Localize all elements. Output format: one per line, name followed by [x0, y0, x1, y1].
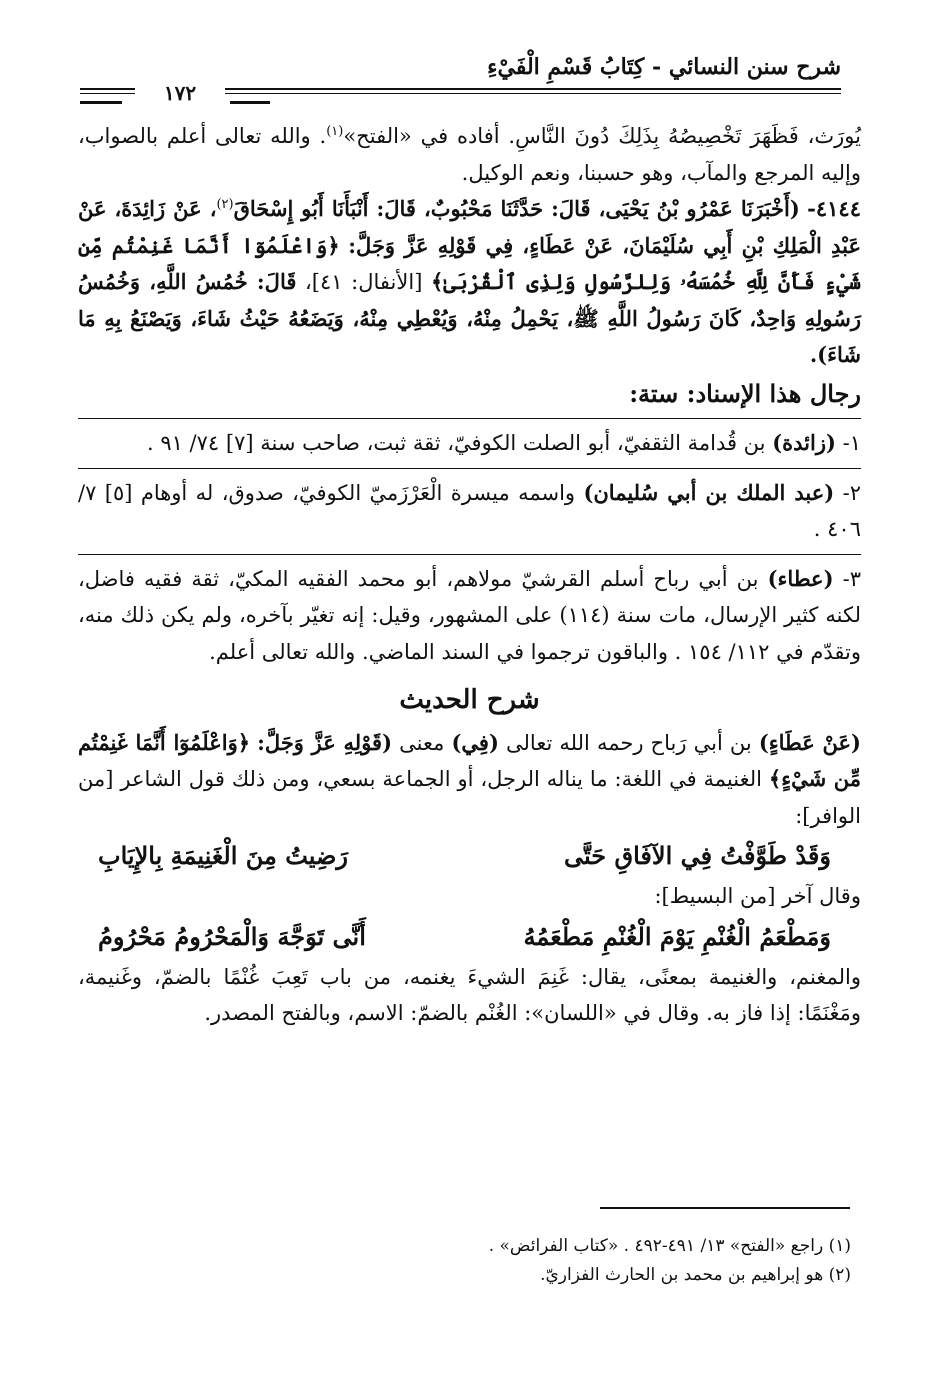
footnotes — [90, 1232, 851, 1290]
footnote — [90, 1232, 851, 1261]
narrator-name: (زائدة) — [772, 430, 836, 455]
narrator-entry — [78, 475, 861, 548]
hadith-isnad-continued: ، عَنْ زَائِدَةَ، عَنْ عَبْدِ الْمَلِكِ بْنِ أَبِي سُلَيْمَانَ، عَنْ عَطَاءٍ، فِي قَوْلِهِ عَزَّ وَجَلَّ: — [78, 196, 861, 258]
sharh-heading: شرح الحديث — [399, 685, 540, 715]
sharh-quote: (قَوْلِهِ عَزَّ وَجَلَّ: — [257, 729, 393, 755]
hadith-matn: قَالَ: خُمُسُ اللَّهِ، وَخُمُسُ رَسُولِهِ وَاحِدٌ، كَانَ رَسُولُ اللَّهِ ﷺ، يَحْمِلُ مِنْهُ، وَيُعْطِي مِنْهُ، وَيَضَعُهُ حَيْثُ شَاءَ، وَيَصْنَعُ بِهِ مَا شَاءَ). — [78, 269, 861, 367]
hadith-isnad: (أَخْبَرَنَا عَمْرُو بْنُ يَحْيَى، قَالَ: حَدَّثَنَا مَحْبُوبٌ، قَالَ: أَنْبَأَنَا أَبُو إِسْحَاقَ — [233, 196, 800, 221]
footnote-text: راجع «الفتح» ١٣/ ٤٩١-٤٩٢ . «كتاب الفرائض» . — [488, 1236, 824, 1256]
running-header-title: شرح سنن النسائي - كِتَابُ قَسْمِ الْفَيْءِ — [487, 54, 841, 80]
section-divider — [78, 418, 861, 419]
poetry-hemistich-second: أَنَّى تَوَجَّهَ وَالْمَحْرُومُ مَحْرُومُ — [98, 921, 366, 951]
footnote-separator — [600, 1207, 850, 1209]
narrator-text: واسمه ميسرة الْعَرْزَميّ الكوفيّ، صدوق، له أوهام [٥] ٧/ ٤٠٦ . — [78, 480, 861, 541]
footnote-number: (١) — [828, 1236, 851, 1256]
narrator-number: ١- — [842, 431, 861, 455]
poetry-verse — [78, 915, 861, 959]
intro-paragraph — [78, 118, 861, 191]
poetry-verse — [78, 834, 861, 878]
quran-verse: ﴿وَاعْلَمُوٓا أَنَّمَا غَنِمْتُم مِّن شَيْءٍ فَأَنَّ لِلَّهِ خُمُسَهُۥ وَلِلرَّسُولِ وَلِذِى ٱلْقُرْبَىٰ﴾ — [78, 232, 861, 294]
sharh-paragraph — [78, 725, 861, 835]
sharh-text: معنى — [399, 730, 445, 755]
narrator-number: ٣- — [842, 566, 861, 591]
poet-intro: وقال آخر [من البسيط]: — [654, 884, 861, 908]
narrators-heading: رجال هذا الإسناد: ستة: — [629, 378, 861, 408]
hadith-paragraph — [78, 191, 861, 374]
footnote-text: هو إبراهيم بن محمد بن الحارث الفزاريّ. — [540, 1265, 824, 1285]
sharh-text: الغنيمة في اللغة: ما يناله الرجل، أو الجماعة بسعي، ومن ذلك قول الشاعر [من الوافر]: — [78, 767, 861, 828]
footnote-number: (٢) — [828, 1265, 851, 1285]
quran-verse: ﴿وَاعْلَمُوٓا أَنَّمَا غَنِمْتُم مِّن شَيْءٍ﴾ — [78, 729, 861, 791]
narrator-number: ٢- — [842, 480, 861, 505]
section-divider — [78, 554, 861, 555]
narrator-entry — [78, 561, 861, 671]
narrator-text: بن أبي رباح أسلم القرشيّ مولاهم، أبو محمد الفقيه المكيّ، ثقة فقيه فاضل، لكنه كثير الإرسال، مات سنة (١١٤) على المشهور، وقيل: إنه تغيّر بآخره، ولم يكن ذلك منه، وتقدّم في ١١٢/ ١٥٤ . والباقون ترجموا في السند الماضي. والله تعالى أعلم. — [78, 566, 861, 664]
sharh-quote: (فِي) — [451, 729, 499, 755]
footnote — [90, 1261, 851, 1290]
footnote-marker-2[interactable]: (٢) — [216, 197, 234, 212]
verse-reference: [الأنفال: ٤١]، — [305, 270, 423, 294]
intro-text: يُورَث، فَظَهَرَ تَخْصِيصُهُ بِذَلِكَ دُونَ النَّاسِ. أفاده في «الفتح» — [343, 124, 861, 148]
page-number-rule-left — [80, 101, 122, 104]
narrator-name: (عطاء) — [767, 565, 834, 591]
main-text — [78, 118, 861, 1032]
sharh-paragraph-2: والمغنم، والغنيمة بمعنًى، يقال: غَنِمَ الشيءَ يغنمه، من باب تَعِبَ غُنْمًا بالضمّ، وغَنيمة، ومَغْنَمًا: إذا فاز به. وقال في «اللسان»: الغُنْم بالضمّ: الاسم، وبالفتح المصدر. — [78, 964, 861, 1025]
sharh-text: بن أبي رَباح رحمه الله تعالى — [506, 730, 752, 755]
narrator-name: (عبد الملك بن أبي سُليمان) — [583, 479, 835, 505]
intro-text-end: . والله تعالى أعلم بالصواب، وإليه المرجع والمآب، وهو حسبنا، ونعم الوكيل. — [78, 124, 861, 185]
footnote-marker-1[interactable]: (١) — [326, 124, 344, 139]
sharh-quote: (عَنْ عَطَاءٍ) — [758, 729, 861, 755]
poetry-hemistich-first: وَقَدْ طَوَّفْتُ فِي الآفَاقِ حَتَّى — [564, 841, 831, 870]
poetry-hemistich-second: رَضِيتُ مِنَ الْغَنِيمَةِ بِالإِيَابِ — [98, 841, 349, 870]
section-divider — [78, 468, 861, 469]
narrator-text: بن قُدامة الثقفيّ، أبو الصلت الكوفيّ، ثقة ثبت، صاحب سنة [٧] ٧٤/ ٩١ . — [146, 431, 766, 455]
page-number-rule-right — [230, 101, 270, 104]
hadith-number: ٤١٤٤- — [807, 196, 861, 221]
page-number: ١٧٢ — [135, 80, 225, 106]
poetry-hemistich-first: وَمَطْعَمُ الْغُنْمِ يَوْمَ الْغُنْمِ مَطْعَمُهُ — [523, 921, 831, 951]
narrator-entry — [78, 425, 861, 462]
